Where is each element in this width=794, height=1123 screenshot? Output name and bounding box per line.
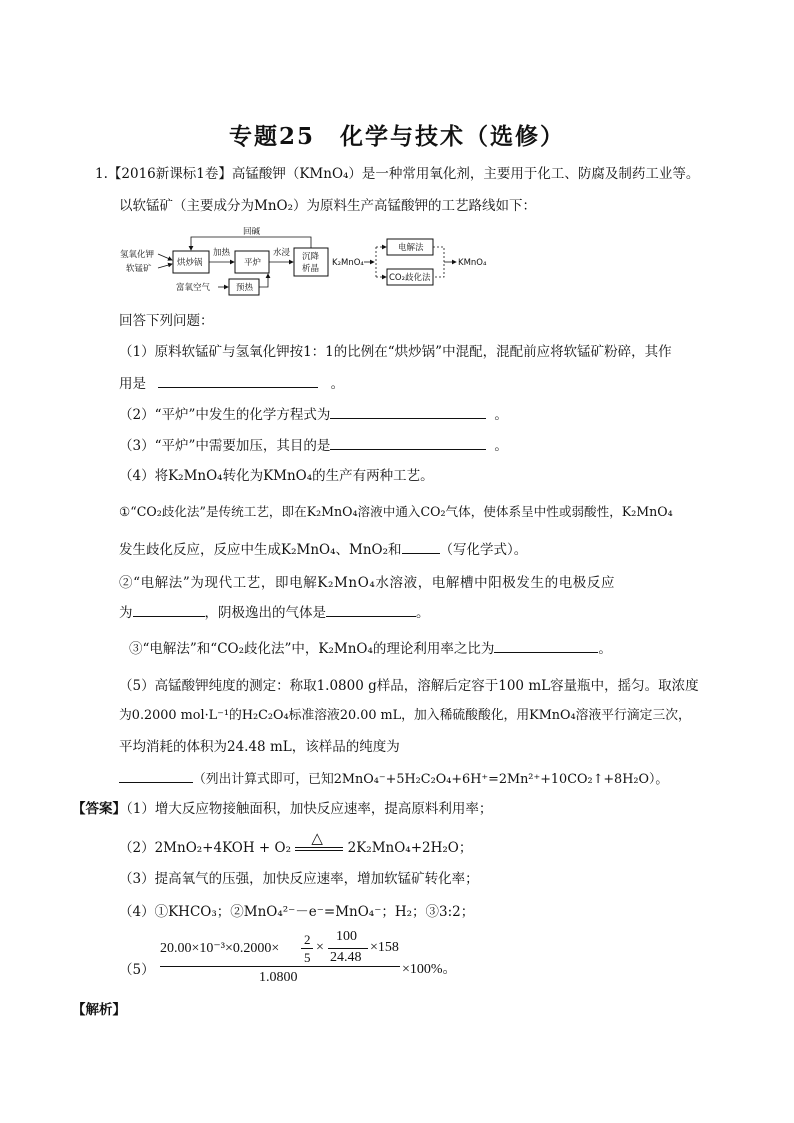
answer-blank-4-2a[interactable] <box>133 602 205 617</box>
part-1-text: 用是 <box>119 376 146 392</box>
fraction-times158: ×158 <box>370 940 399 955</box>
answer-label: 【答案】 <box>72 801 126 817</box>
air-label: 富氧空气 <box>176 283 211 293</box>
part-5-line-a: （5）高锰酸钾纯度的测定：称取1.0800 g样品，溶解后定容于100 mL容量瓶中，摇匀。取浓度 <box>119 678 699 694</box>
recycle-label: 回碱 <box>243 227 261 237</box>
fraction-hundred: 100 <box>336 929 357 944</box>
part-4-1-line-b: 发生歧化反应，反应中生成K₂MnO₄、MnO₂和 （写化学式）。 <box>119 539 527 560</box>
analysis-label: 【解析】 <box>72 1002 126 1018</box>
input-ore-label: 软锰矿 <box>126 264 152 274</box>
part-4-2-line-a: ②“电解法”为现代工艺，即电解K₂MnO₄水溶液，电解槽中阳极发生的电极反应 <box>119 575 616 591</box>
part-5-line-d: （列出计算式即可，已知2MnO₄⁻+5H₂C₂O₄+6H⁺=2Mn²⁺+10CO₂↑+8H₂O）。 <box>119 768 668 790</box>
intro-line-2: 以软锰矿（主要成分为MnO₂）为原料生产高锰酸钾的工艺路线如下： <box>119 198 536 214</box>
preheat-label: 预热 <box>236 283 254 293</box>
electrolysis-label: 电解法 <box>398 243 424 253</box>
answer-blank-4-2b[interactable] <box>326 602 416 617</box>
part-2-text: （2）“平炉”中发生的化学方程式为 <box>119 407 331 423</box>
sediment-label-2: 析晶 <box>302 264 320 274</box>
answer-5-label: （5） <box>119 962 155 978</box>
part-4-line: （4）将K₂MnO₄转化为KMnO₄的生产有两种工艺。 <box>119 468 434 484</box>
question-source: 【2016新课标1卷】 <box>107 166 232 182</box>
sediment-label-1: 沉降 <box>302 252 320 262</box>
answer-line-4: （4）①KHCO₃；②MnO₄²⁻－e⁻=MnO₄⁻；H₂；③3:2； <box>119 904 475 920</box>
answer-blank-2[interactable] <box>330 404 486 419</box>
fraction-two: 2 <box>304 932 311 947</box>
part-3-line: （3）“平炉”中需要加压，其目的是 。 <box>119 435 508 456</box>
answer-line-2: （2）2MnO₂+4KOH + O₂ △ 2K₂MnO₄+2H₂O； <box>119 828 473 856</box>
part-5-line-c: 平均消耗的体积为24.48 mL，该样品的纯度为 <box>119 739 400 755</box>
page-title: 专题25 化学与技术（选修） <box>228 123 565 150</box>
answer-blank-4-1[interactable] <box>402 539 440 554</box>
intro-line-1: 高锰酸钾（KMnO₄）是一种常用氧化剂，主要用于化工、防腐及制药工业等。 <box>231 166 700 182</box>
answer-blank-5[interactable] <box>119 768 193 783</box>
fraction-tail: ×100%。 <box>402 962 457 977</box>
heat-triangle: △ <box>311 828 323 847</box>
part-2-line: （2）“平炉”中发生的化学方程式为 。 <box>119 404 508 425</box>
roast-box-label: 烘炒锅 <box>177 258 203 268</box>
part-3-text: （3）“平炉”中需要加压，其目的是 <box>119 438 331 454</box>
question-1-header <box>95 164 699 184</box>
part-1-line-b: 用是 。 <box>119 373 344 394</box>
part-4-1-line-a: ①“CO₂歧化法”是传统工艺，即在K₂MnO₄溶液中通入CO₂气体，使体系呈中性或弱酸性，K₂MnO₄ <box>119 504 673 519</box>
answer-blank-4-3[interactable] <box>494 638 598 653</box>
part-1-line-a: （1）原料软锰矿与氢氧化钾按1：1的比例在“烘炒锅”中混配，混配前应将软锰矿粉碎，其作 <box>119 344 672 360</box>
k2mno4-label: K₂MnO₄ <box>332 258 364 268</box>
heat-label: 加热 <box>213 248 231 258</box>
fraction-2448: 24.48 <box>330 950 362 965</box>
input-koh-label: 氢氧化钾 <box>120 250 155 260</box>
fraction-times: × <box>316 940 324 955</box>
part-4-2-line-b: 为 ，阴极逸出的气体是 。 <box>119 602 430 623</box>
answer-line-1: 【答案】（1）增大反应物接触面积，加快反应速率，提高原料利用率； <box>72 801 493 817</box>
main-fraction-bar <box>160 966 400 967</box>
kmno4-label: KMnO₄ <box>458 258 487 268</box>
furnace-box-label: 平炉 <box>244 258 262 268</box>
process-flow-diagram <box>118 227 498 299</box>
question-number: 1. <box>95 166 108 182</box>
heat-condition-sign <box>295 828 343 856</box>
prompt-text: 回答下列问题： <box>119 313 214 329</box>
fraction-numerator-a: 20.00×10⁻³×0.2000× <box>160 941 280 956</box>
part-5-line-b: 为0.2000 mol·L⁻¹的H₂C₂O₄标准溶液20.00 mL，加入稀硫酸酸化，用KMnO₄溶液平行滴定三次， <box>119 708 691 723</box>
fraction-denominator: 1.0800 <box>259 970 298 985</box>
answer-line-3: （3）提高氧气的压强，加快反应速率，增加软锰矿转化率； <box>119 871 479 887</box>
part-4-3-line: ③“电解法”和“CO₂歧化法”中，K₂MnO₄的理论利用率之比为 。 <box>129 638 612 659</box>
answer-blank-3[interactable] <box>330 435 486 450</box>
leach-label: 水浸 <box>273 248 291 258</box>
answer-blank-1[interactable] <box>158 373 318 388</box>
co2-label: CO₂歧化法 <box>389 273 431 283</box>
fraction-five: 5 <box>304 950 311 965</box>
